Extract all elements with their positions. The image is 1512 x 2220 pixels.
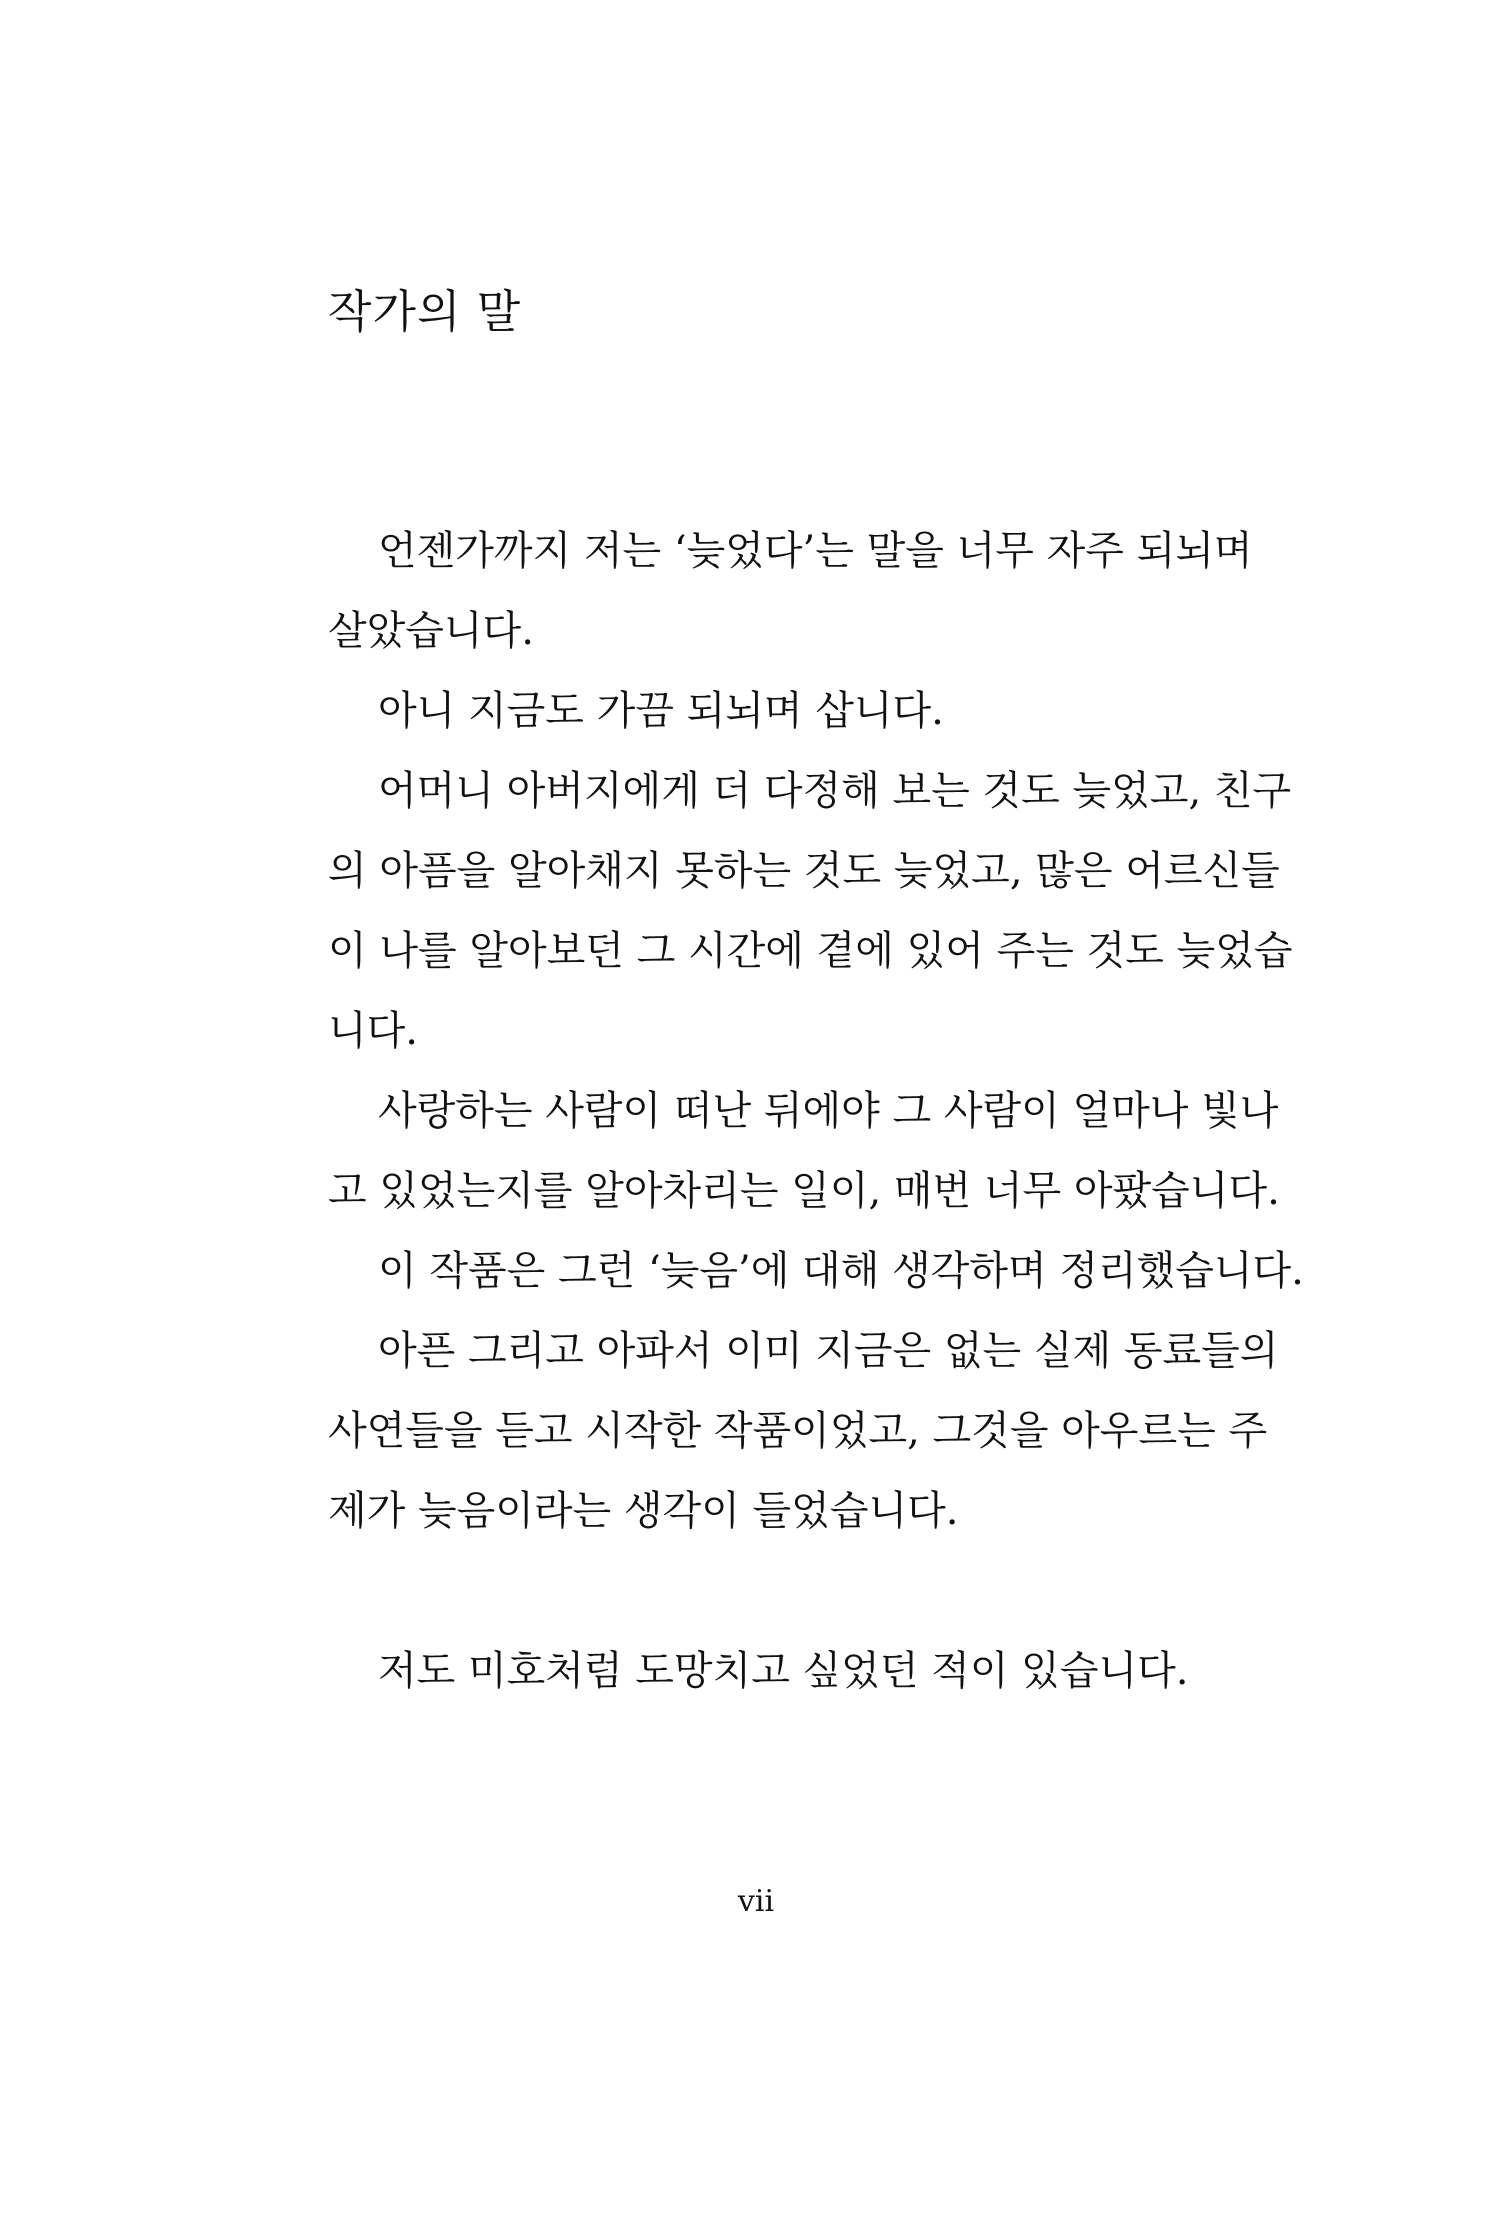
text-line: 고 있었는지를 알아차리는 일이, 매번 너무 아팠습니다. [328, 1168, 1280, 1214]
text-line: 사연들을 듣고 시작한 작품이었고, 그것을 아우르는 주 [328, 1408, 1268, 1454]
paragraph-gap [328, 1556, 1238, 1636]
section-title: 작가의 말 [328, 285, 522, 338]
text-line: 이 작품은 그런 ‘늦음’에 대해 생각하며 정리했습니다. [378, 1248, 1304, 1294]
text-line: 의 아픔을 알아채지 못하는 것도 늦었고, 많은 어르신들 [328, 848, 1280, 894]
text-line: 어머니 아버지에게 더 다정해 보는 것도 늦었고, 친구 [378, 768, 1292, 814]
text-line: 저도 미호처럼 도망치고 싶었던 적이 있습니다. [378, 1648, 1189, 1694]
text-line: 언젠가까지 저는 ‘늦었다’는 말을 너무 자주 되뇌며 [378, 528, 1253, 574]
text-line: 니다. [328, 1008, 418, 1054]
text-line: 살았습니다. [328, 608, 534, 654]
text-line: 제가 늦음이라는 생각이 들었습니다. [328, 1488, 959, 1534]
text-line: 이 나를 알아보던 그 시간에 곁에 있어 주는 것도 늦었습 [328, 928, 1293, 974]
body-text [328, 516, 1304, 1716]
text-line: 아니 지금도 가끔 되뇌며 삽니다. [378, 688, 944, 734]
page-number: vii [737, 1884, 775, 1919]
text-line: 사랑하는 사람이 떠난 뒤에야 그 사람이 얼마나 빛나 [378, 1088, 1279, 1134]
text-line: 아픈 그리고 아파서 이미 지금은 없는 실제 동료들의 [378, 1328, 1279, 1374]
